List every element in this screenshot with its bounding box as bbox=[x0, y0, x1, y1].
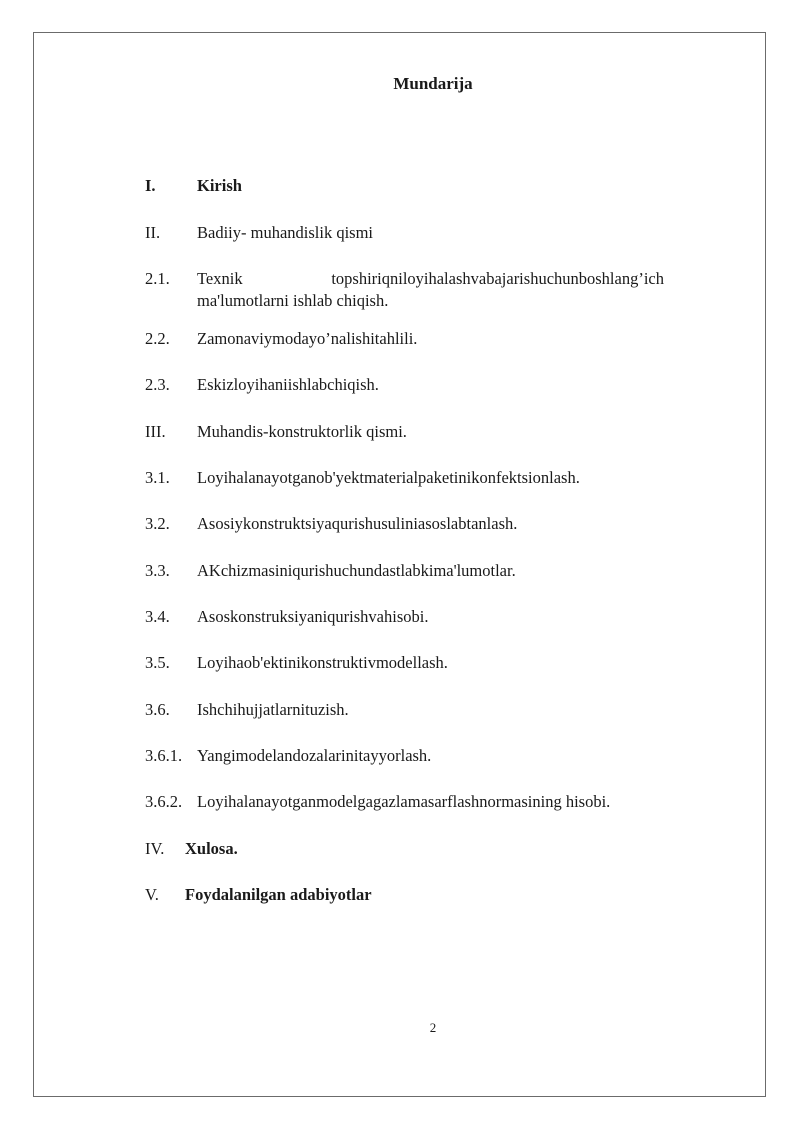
toc-entry-number: III. bbox=[145, 422, 166, 441]
toc-entry-title: Muhandis-konstruktorlik qismi. bbox=[197, 422, 407, 441]
toc-entry-title: Loyihalanayotganmodelgagazlamasarflashnormasining hisobi. bbox=[197, 792, 611, 811]
toc-entry bbox=[145, 175, 242, 197]
toc-entry bbox=[145, 268, 664, 312]
toc-entry-title: Asosiykonstruktsiyaqurishusuliniasoslabtanlash. bbox=[197, 514, 518, 533]
toc-entry-number: 3.6.2. bbox=[145, 792, 183, 811]
toc-entry-number: 3.1. bbox=[145, 468, 170, 487]
toc-entry bbox=[145, 467, 580, 489]
toc-entry-number: 3.6.1. bbox=[145, 746, 183, 765]
toc-entry-number: 3.6. bbox=[145, 700, 170, 719]
toc-entry-title: AKchizmasiniqurishuchundastlabkima'lumotlar. bbox=[197, 561, 516, 580]
toc-entry-number: 3.4. bbox=[145, 607, 170, 626]
toc-entry-number: 3.5. bbox=[145, 653, 170, 672]
toc-entry-title bbox=[197, 268, 664, 312]
toc-entry-title: Asoskonstruksiyaniqurishvahisobi. bbox=[197, 607, 429, 626]
toc-entry-number: IV. bbox=[145, 839, 165, 858]
toc-entry bbox=[145, 791, 610, 813]
toc-entry-title-line1 bbox=[197, 268, 664, 290]
toc-entry bbox=[145, 838, 238, 860]
toc-entry bbox=[145, 652, 448, 674]
toc-entry-number: 2.3. bbox=[145, 375, 170, 394]
toc-entry-title: Eskizloyihaniishlabchiqish. bbox=[197, 375, 379, 394]
toc-entry-title: Badiiy- muhandislik qismi bbox=[197, 223, 373, 242]
toc-entry-title: Loyihalanayotganob'yektmaterialpaketinikonfektsionlash. bbox=[197, 468, 580, 487]
toc-entry-title: Xulosa. bbox=[185, 839, 238, 858]
toc-entry bbox=[145, 374, 379, 396]
toc-entry-number: 2.2. bbox=[145, 329, 170, 348]
toc-entry-number: II. bbox=[145, 223, 161, 242]
toc-entry bbox=[145, 884, 372, 906]
toc-entry bbox=[145, 560, 516, 582]
toc-entry-number: 3.3. bbox=[145, 561, 170, 580]
page-number: 2 bbox=[429, 1020, 437, 1035]
toc-entry-number: 2.1. bbox=[145, 269, 170, 288]
toc-entry-title: Ishchihujjatlarnituzish. bbox=[197, 700, 349, 719]
toc-entry bbox=[145, 222, 373, 244]
toc-entry-title: Yangimodelandozalarinitayyorlash. bbox=[197, 746, 432, 765]
page-title: Mundarija bbox=[393, 74, 473, 93]
toc-entry bbox=[145, 699, 349, 721]
toc-entry-title: Loyihaob'ektinikonstruktivmodellash. bbox=[197, 653, 448, 672]
toc-entry-title: Kirish bbox=[197, 176, 242, 195]
toc-entry-title: Zamonaviymodayo’nalishitahlili. bbox=[197, 329, 418, 348]
toc-entry bbox=[145, 745, 431, 767]
toc-entry bbox=[145, 421, 407, 443]
toc-entry bbox=[145, 606, 428, 628]
toc-entry-word: topshiriqniloyihalashvabajarishuchunboshlang’ich bbox=[331, 269, 664, 288]
toc-entry bbox=[145, 513, 517, 535]
toc-entry-number: I. bbox=[145, 176, 156, 195]
toc-entry-title: Foydalanilgan adabiyotlar bbox=[185, 885, 372, 904]
toc-entry-number: V. bbox=[145, 885, 159, 904]
toc-entry-title-line2: ma'lumotlarni ishlab chiqish. bbox=[197, 291, 389, 310]
toc-entry bbox=[145, 328, 417, 350]
toc-entry-number: 3.2. bbox=[145, 514, 170, 533]
toc-entry-word: Texnik bbox=[197, 269, 243, 288]
